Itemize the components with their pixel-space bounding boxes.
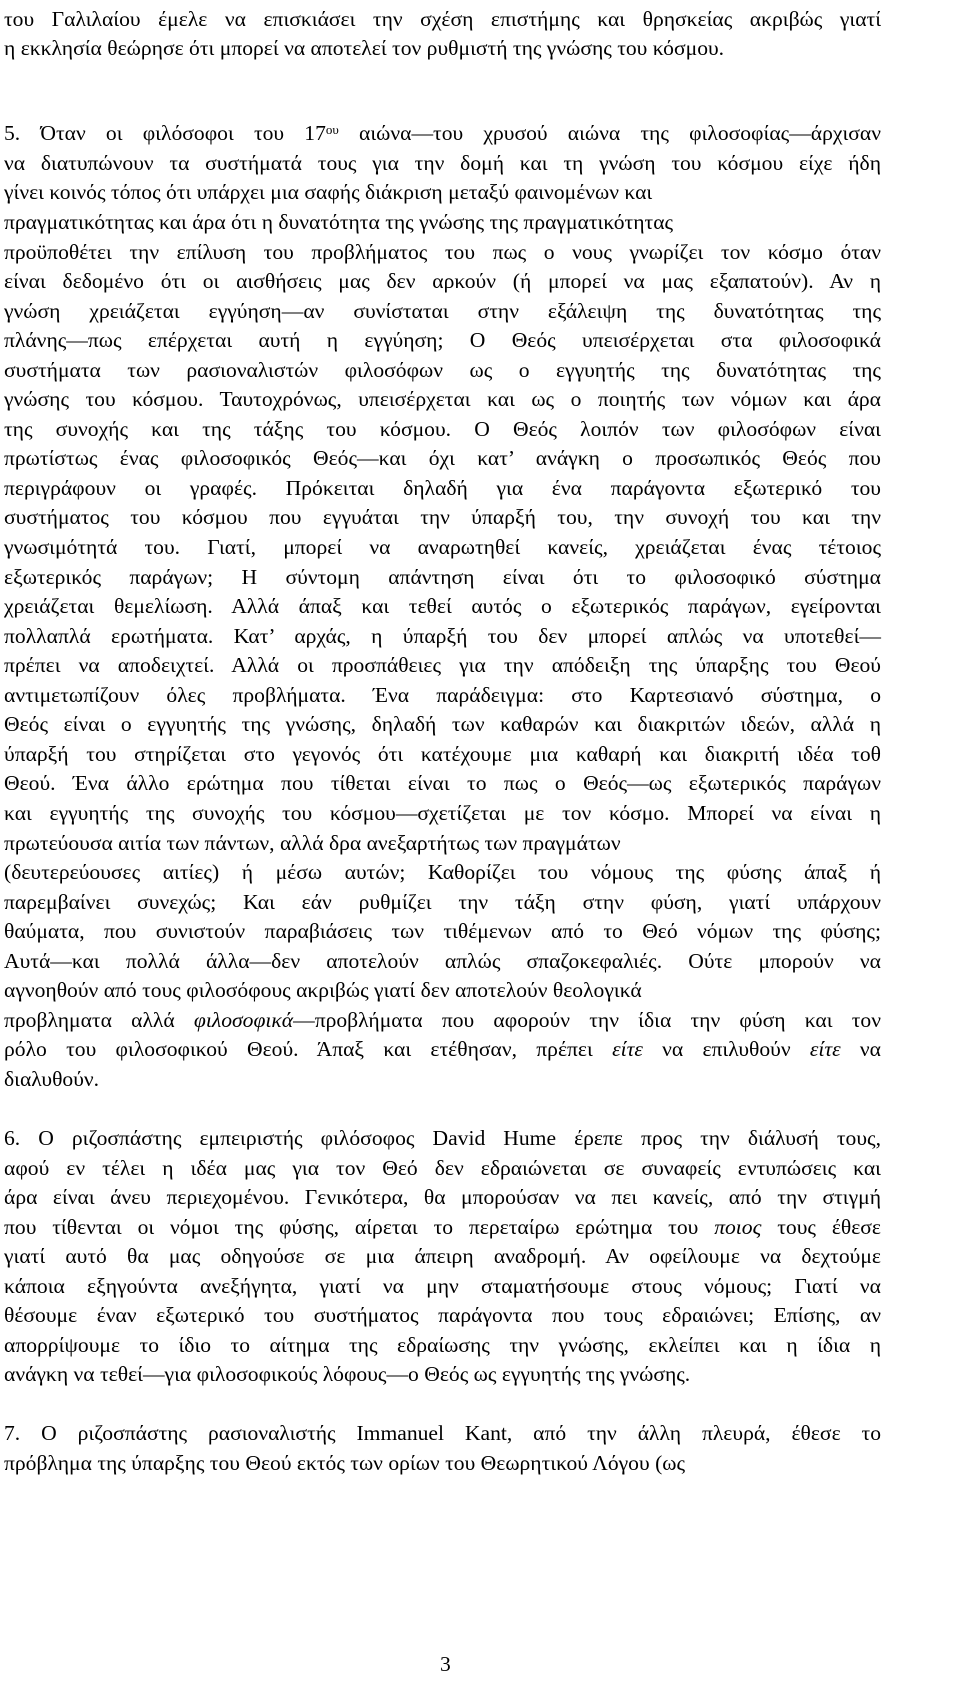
text-run: προβληματα αλλά <box>4 1008 194 1032</box>
text-line <box>4 1006 881 1034</box>
text-line: (δευτερεύουσες αιτίες) ή μέσω αυτών; Καθορίζει του νόμους της φύσης άπαξ ή <box>4 860 881 884</box>
italic-emphasis: είτε <box>612 1037 643 1061</box>
text-line: γιατί αυτό θα μας οδηγούσε σε μια άπειρη αναδρομή. Αν οφείλουμε να δεχτούμε <box>4 1244 881 1268</box>
text-line: ύπαρξή του στηρίζεται στο γεγονός ότι κατέχουμε μια καθαρή και διακριτή ιδέα τοθ <box>4 742 881 766</box>
text-line: κάποια εξηγούντα ανεξήγητα, γιατί να μην σταματήσουμε στους νόμους; Γιατί να <box>4 1274 881 1298</box>
text-line: πραγματικότητας και άρα ότι η δυνατότητα της γνώσης της πραγματικότητας <box>4 210 674 234</box>
text-line: πρόβλημα της ύπαρξης του Θεού εκτός των ορίων του Θεωρητικού Λόγου (ως <box>4 1451 686 1475</box>
text-line: και εγγυητής της συνοχής του κόσμου—σχετίζεται με τον κόσμο. Μπορεί να είναι η <box>4 801 881 825</box>
text-line: πρωτίστως ένας φιλοσοφικός Θεός—και όχι κατ’ ανάγκη ο προσωπικός Θεός που <box>4 446 881 470</box>
text-line <box>4 1213 881 1241</box>
text-run: 5. Όταν οι φιλόσοφοι του 17 <box>4 121 326 145</box>
text-line: χρειάζεται θεμελίωση. Αλλά άπαξ και τεθεί αυτός ο εξωτερικός παράγων, εγείρονται <box>4 594 881 618</box>
text-line: θέσουμε έναν εξωτερικό του συστήματος παράγοντα που τους εδραιώνει; Επίσης, αν <box>4 1303 881 1327</box>
text-line: η εκκλησία θεώρησε ότι μπορεί να αποτελεί τον ρυθμιστή της γνώσης του κόσμου. <box>4 36 725 60</box>
ordinal-superscript: ου <box>325 122 339 137</box>
text-line: άρα είναι άνευ περιεχομένου. Γενικότερα, θα μπορούσαν να πει κανείς, από την στιγμή <box>4 1185 881 1209</box>
text-line <box>4 119 881 147</box>
text-run: αιώνα—του χρυσού αιώνα της φιλοσοφίας—άρχισαν <box>338 121 881 145</box>
text-line: παρεμβαίνει συνεχώς; Και εάν ρυθμίζει την τάξη στην φύση, γιατί υπάρχουν <box>4 890 881 914</box>
text-line: Θεός είναι ο εγγυητής της γνώσης, δηλαδή των καθαρών και διακριτών ιδεών, αλλά η <box>4 712 881 736</box>
text-line: απορρίψουμε το ίδιο το αίτημα της εδραίωσης την γνώσης, εκλείπει και η ίδια η <box>4 1333 881 1357</box>
text-line: συστήματος του κόσμου που εγγυάται την ύπαρξή του, την συνοχή του και την <box>4 505 881 529</box>
text-line: γνώση χρειάζεται εγγύηση—αν συνίσταται στην εξάλειψη της δυνατότητας της <box>4 299 881 323</box>
text-line: γίνει κοινός τόπος ότι υπάρχει μια σαφής διάκριση μεταξύ φαινομένων και <box>4 180 653 204</box>
text-line: του Γαλιλαίου έμελε να επισκιάσει την σχέση επιστήμης και θρησκείας ακριβώς γιατί <box>4 7 881 31</box>
text-line: εξωτερικός παράγων; Η σύντομη απάντηση είναι ότι το φιλοσοφικό σύστημα <box>4 565 881 589</box>
text-run: να <box>840 1037 881 1061</box>
text-line: να διατυπώνουν τα συστήματά τους για την δομή και τη γνώση του κόσμου είχε ήδη <box>4 151 881 175</box>
text-line: πλάνης—πως επέρχεται αυτή η εγγύηση; Ο Θεός υπεισέρχεται στα φιλοσοφικά <box>4 328 881 352</box>
text-line: είναι δεδομένο ότι οι αισθήσεις μας δεν αρκούν (ή μπορεί να μας εξαπατούν). Αν η <box>4 269 881 293</box>
text-line: αγνοηθούν από τους φιλοσόφους ακριβώς γιατί δεν αποτελούν θεολογικά <box>4 978 642 1002</box>
italic-emphasis: φιλοσοφικά <box>193 1008 294 1032</box>
text-line: πολλαπλά ερωτήματα. Κατ’ αρχάς, η ύπαρξή του δεν μπορεί απλώς να υποτεθεί— <box>4 624 881 648</box>
text-run: ρόλο του φιλοσοφικού Θεού. Άπαξ και ετέθησαν, πρέπει <box>4 1037 613 1061</box>
text-run: να επιλυθούν <box>642 1037 810 1061</box>
page-number: 3 <box>440 1652 451 1676</box>
text-line: Αυτά—και πολλά άλλα—δεν αποτελούν απλώς σπαζοκεφαλιές. Ούτε μπορούν να <box>4 949 881 973</box>
text-line: αντιμετωπίζουν όλες προβλήματα. Ένα παράδειγμα: στο Καρτεσιανό σύστημα, ο <box>4 683 881 707</box>
text-line: θαύματα, που συνιστούν παραβιάσεις των τιθέμενων από το Θεό νόμων της φύσης; <box>4 919 881 943</box>
text-line: διαλυθούν. <box>4 1067 100 1091</box>
italic-emphasis: είτε <box>809 1037 841 1061</box>
text-line: της συνοχής και της τάξης του κόσμου. Ο Θεός λοιπόν των φιλοσόφων είναι <box>4 417 881 441</box>
text-line: Θεού. Ένα άλλο ερώτημα που τίθεται είναι το πως ο Θεός—ως εξωτερικός παράγων <box>4 771 881 795</box>
text-line: 7. Ο ριζοσπάστης ρασιοναλιστής Immanuel Kant, από την άλλη πλευρά, έθεσε το <box>4 1421 881 1445</box>
text-line: περιγράφουν οι γραφές. Πρόκειται δηλαδή για ένα παράγοντα εξωτερικό του <box>4 476 881 500</box>
text-line <box>4 1035 881 1063</box>
text-line: γνώσης του κόσμου. Ταυτοχρόνως, υπεισέρχεται και ως ο ποιητής των νόμων και άρα <box>4 387 881 411</box>
text-line: αφού εν τέλει η ιδέα μας για τον Θεό δεν εδραιώνεται σε συναφείς εντυπώσεις και <box>4 1156 881 1180</box>
italic-emphasis: ποιος <box>714 1215 762 1239</box>
text-line: πρωτεύουσα αιτία των πάντων, αλλά δρα ανεξαρτήτως των πραγμάτων <box>4 831 621 855</box>
text-line: προϋποθέτει την επίλυση του προβλήματος του πως ο νους γνωρίζει τον κόσμο όταν <box>4 240 881 264</box>
text-line: ανάγκη να τεθεί—για φιλοσοφικούς λόφους—ο Θεός ως εγγυητής της γνώσης. <box>4 1362 691 1386</box>
text-line: συστήματα των ρασιοναλιστών φιλοσόφων ως ο εγγυητής της δυνατότητας της <box>4 358 881 382</box>
text-line: γνωσιμότητά του. Γιατί, μπορεί να αναρωτηθεί κανείς, χρειάζεται ένας τέτοιος <box>4 535 881 559</box>
text-line: 6. Ο ριζοσπάστης εμπειριστής φιλόσοφος David Hume έρεπε προς την διάλυσή τους, <box>4 1126 881 1150</box>
text-run: που τίθενται οι νόμοι της φύσης, αίρεται το περεταίρω ερώτημα του <box>4 1215 715 1239</box>
text-line: πρέπει να αποδειχτεί. Αλλά οι προσπάθειες για την απόδειξη της ύπαρξης του Θεού <box>4 653 881 677</box>
text-run: τους έθεσε <box>761 1215 882 1239</box>
text-run: —προβλήματα που αφορούν την ίδια την φύση και τον <box>293 1008 881 1032</box>
